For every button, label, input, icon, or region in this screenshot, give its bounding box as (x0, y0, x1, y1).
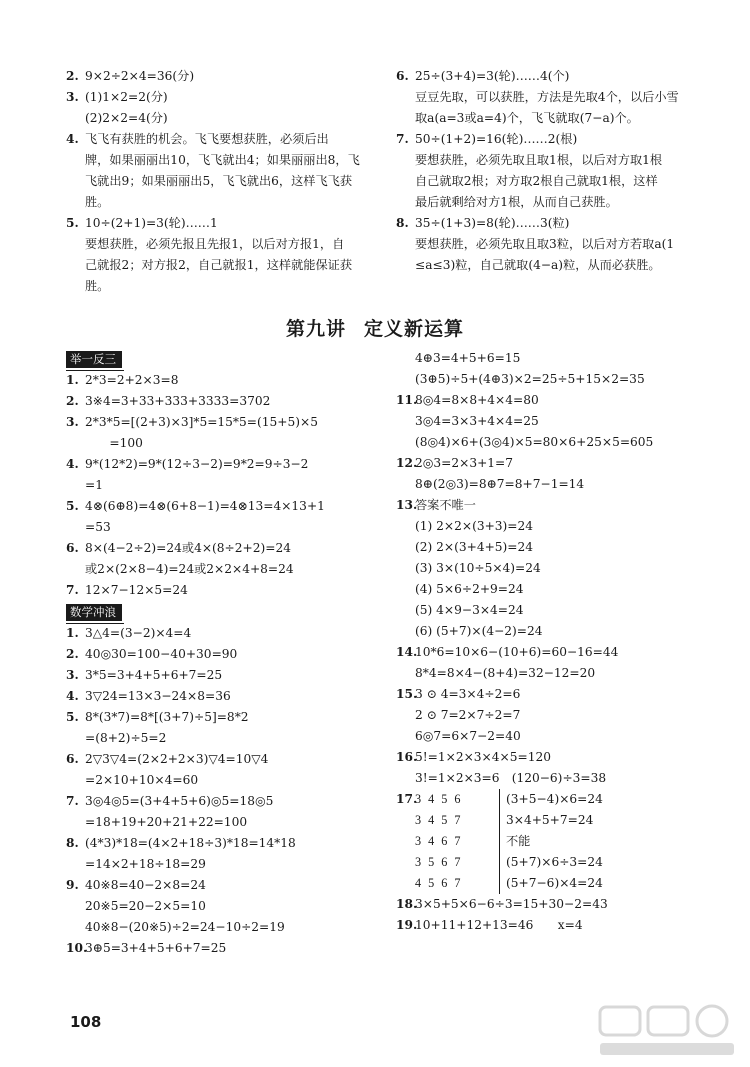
answer-line (396, 171, 716, 192)
answer-line (396, 108, 716, 129)
answer-line (66, 538, 384, 559)
answer-text: (8◎4)×6+(3◎4)×5=80×6+25×5=605 (415, 435, 654, 449)
answer-text: 10*6=10×6−(10+6)=60−16=44 (415, 645, 619, 659)
answer-text: ≤a≤3)粒，自己就取(4−a)粒，从而必获胜。 (415, 258, 661, 272)
answer-item (66, 686, 384, 707)
answer-line (396, 474, 716, 495)
question-number: 3. (66, 668, 79, 682)
answer-line (396, 192, 716, 213)
question-number: 15. (396, 687, 418, 701)
answer-item (66, 580, 384, 601)
question-number: 2. (66, 647, 79, 661)
question-number: 7. (396, 132, 409, 146)
answer-line (66, 276, 384, 297)
answer-text: 25÷(3+4)=3(轮)……4(个) (415, 69, 570, 83)
answer-line (66, 728, 384, 749)
answer-line (66, 192, 384, 213)
question-number: 7. (66, 583, 79, 597)
question-number: 10. (66, 941, 88, 955)
answer-line (66, 812, 384, 833)
answer-item (396, 684, 716, 747)
answer-line (66, 412, 384, 433)
answer-text: 己就报2；对方报2，自己就报1，这样就能保证获 (85, 258, 353, 272)
answer-text: 最后就剩给对方1根，从而自己获胜。 (415, 195, 618, 209)
answer-line (66, 644, 384, 665)
answer-line (396, 369, 716, 390)
answer-line (66, 875, 384, 896)
answer-text: 3!=1×2×3=6 (120−6)÷3=38 (415, 771, 607, 785)
answer-line (66, 770, 384, 791)
answer-line (396, 747, 716, 768)
answer-line (66, 370, 384, 391)
answer-item (66, 707, 384, 749)
q17-digits: 4 5 6 7 (415, 876, 461, 890)
answer-text: (1) 2×2×(3+3)=24 (415, 519, 534, 533)
answer-text: 20※5=20−2×5=10 (85, 899, 206, 913)
answer-text: 9*(12*2)=9*(12÷3−2)=9*2=9÷3−2 (85, 457, 309, 471)
question-number: 17. (396, 792, 418, 806)
answer-text: (2)2×2=4(分) (85, 111, 168, 125)
watermark-logo (592, 1001, 742, 1061)
answer-text: (3) 3×(10÷5×4)=24 (415, 561, 541, 575)
answer-item (396, 213, 716, 276)
answer-text: (3⊕5)÷5+(4⊕3)×2=25÷5+15×2=35 (415, 372, 645, 386)
answer-line (66, 749, 384, 770)
right-answers-b (396, 894, 716, 936)
answer-line (66, 833, 384, 854)
left-column-bottom (66, 348, 384, 959)
answer-text: 10÷(2+1)=3(轮)……1 (85, 216, 218, 230)
chapter-title (0, 314, 750, 341)
answer-item (66, 129, 384, 213)
answer-line (66, 938, 384, 959)
answer-item (66, 213, 384, 297)
answer-text: =53 (85, 520, 111, 534)
answer-text: 答案不唯一 (415, 498, 476, 512)
question-number: 5. (66, 710, 79, 724)
chapter-title-name: 定义新运算 (364, 318, 465, 340)
answer-line (396, 684, 716, 705)
answer-item (66, 454, 384, 496)
q17-expression: 3×4+5+7=24 (506, 813, 594, 827)
answer-text: 50÷(1+2)=16(轮)……2(根) (415, 132, 578, 146)
answer-line (66, 171, 384, 192)
answer-line (66, 255, 384, 276)
question-number: 1. (66, 373, 79, 387)
answer-item (66, 665, 384, 686)
answer-line (66, 665, 384, 686)
answer-text: 或2×(2×8−4)=24或2×2×4+8=24 (85, 562, 294, 576)
q17-row (396, 831, 716, 852)
answer-line (66, 896, 384, 917)
question-number: 3. (66, 415, 79, 429)
question-number: 6. (66, 541, 79, 555)
q17-row (396, 852, 716, 873)
answer-text: 40※8−(20※5)÷2=24−10÷2=19 (85, 920, 285, 934)
page-number: 108 (70, 1013, 102, 1031)
answer-line (396, 87, 716, 108)
answer-item (396, 747, 716, 789)
answer-line (66, 580, 384, 601)
answer-item (66, 644, 384, 665)
answer-text: 自己就取2根；对方取2根自己就取1根，这样 (415, 174, 658, 188)
question-number: 5. (66, 499, 79, 513)
section-label-jyfs: 举一反三 (66, 351, 122, 368)
answer-line (396, 726, 716, 747)
q17-divider (499, 873, 500, 894)
answer-text: 3×5+5×6−6÷3=15+30−2=43 (415, 897, 608, 911)
q17-expression: 不能 (506, 834, 531, 848)
answer-text: 3◎4◎5=(3+4+5+6)◎5=18◎5 (85, 794, 274, 808)
answer-item (396, 453, 716, 495)
answer-text: 飞就出9；如果丽丽出5，飞飞就出6，这样飞飞获 (85, 174, 353, 188)
answer-text: 8*(3*7)=8*[(3+7)÷5]=8*2 (85, 710, 249, 724)
q17-row (396, 810, 716, 831)
answer-line (396, 600, 716, 621)
q17-digits: 3 4 5 6 (415, 792, 461, 806)
answer-line (396, 255, 716, 276)
answer-item (66, 66, 384, 87)
answer-line (66, 129, 384, 150)
question-number: 7. (66, 794, 79, 808)
answer-text: 3◎4=3×3+4×4=25 (415, 414, 539, 428)
answer-line (66, 475, 384, 496)
answer-text: 4⊗(6⊕8)=4⊗(6+8−1)=4⊗13=4×13+1 (85, 499, 325, 513)
answer-item (66, 749, 384, 791)
answer-text: 要想获胜，必须先取且取3粒，以后对方若取a(1 (415, 237, 675, 251)
answer-text: 取a(a=3或a=4)个，飞飞就取(7−a)个。 (415, 111, 639, 125)
section1-answers (66, 370, 384, 601)
answer-item (396, 66, 716, 129)
question-number: 13. (396, 498, 418, 512)
answer-line (66, 213, 384, 234)
answer-line (396, 915, 716, 936)
answer-text: 10+11+12+13=46 x=4 (415, 918, 583, 932)
answer-text: =1 (85, 478, 103, 492)
answer-line (396, 432, 716, 453)
answer-text: 4⊕3=4+5+6=15 (415, 351, 521, 365)
question-number: 1. (66, 626, 79, 640)
q17-digits: 3 4 5 7 (415, 813, 461, 827)
question-number: 4. (66, 689, 79, 703)
answer-text: (6) (5+7)×(4−2)=24 (415, 624, 543, 638)
answer-text: 要想获胜，必须先取且取1根，以后对方取1根 (415, 153, 663, 167)
answer-text: 3※4=3+33+333+3333=3702 (85, 394, 271, 408)
answer-line (66, 707, 384, 728)
answer-line (66, 559, 384, 580)
q17-expression: (3+5−4)×6=24 (506, 792, 603, 806)
answer-item (66, 391, 384, 412)
answer-line (396, 621, 716, 642)
question-number: 4. (66, 457, 79, 471)
question-number: 6. (396, 69, 409, 83)
answer-text: 飞飞有获胜的机会。飞飞要想获胜，必须后出 (85, 132, 329, 146)
answer-line (396, 150, 716, 171)
question-number: 8. (66, 836, 79, 850)
q17-row (396, 873, 716, 894)
answer-line (66, 433, 384, 454)
answer-text: 2 ⊙ 7=2×7÷2=7 (415, 708, 521, 722)
answer-text: 胜。 (85, 279, 110, 293)
answer-item (396, 390, 716, 453)
answer-text: (2) 2×(3+4+5)=24 (415, 540, 534, 554)
answer-item (66, 875, 384, 938)
answer-line (396, 768, 716, 789)
question-number: 12. (396, 456, 418, 470)
answer-item (66, 791, 384, 833)
answer-text: 2*3=2+2×3=8 (85, 373, 179, 387)
answer-line (66, 854, 384, 875)
question-number: 2. (66, 394, 79, 408)
answer-line (66, 496, 384, 517)
answer-text: 2◎3=2×3+1=7 (415, 456, 514, 470)
section-label-sxcl: 数学冲浪 (66, 604, 122, 621)
answer-line (396, 642, 716, 663)
answer-line (396, 453, 716, 474)
answer-line (66, 517, 384, 538)
answer-text: 2▽3▽4=(2×2+2×3)▽4=10▽4 (85, 752, 269, 766)
chapter-title-number: 第九讲 (285, 318, 346, 340)
answer-line (66, 66, 384, 87)
answer-text: 要想获胜，必须先报且先报1，以后对方报1，自 (85, 237, 345, 251)
answer-line (66, 234, 384, 255)
q17-digits: 3 5 6 7 (415, 855, 461, 869)
answer-text: 3▽24=13×3−24×8=36 (85, 689, 231, 703)
answer-text: =(8+2)÷5=2 (85, 731, 167, 745)
answer-line (396, 663, 716, 684)
answer-text: 8◎4=8×8+4×4=80 (415, 393, 539, 407)
question-number: 2. (66, 69, 79, 83)
answer-text: (4*3)*18=(4×2+18÷3)*18=14*18 (85, 836, 296, 850)
answer-text: 8⊕(2◎3)=8⊕7=8+7−1=14 (415, 477, 585, 491)
answer-text: 40※8=40−2×8=24 (85, 878, 206, 892)
answer-line (396, 411, 716, 432)
answer-text: 35÷(1+3)=8(轮)……3(粒) (415, 216, 570, 230)
answer-line (66, 150, 384, 171)
q17-divider (499, 831, 500, 852)
answer-line (66, 686, 384, 707)
answer-text: 牌，如果丽丽出10，飞飞就出4；如果丽丽出8，飞 (85, 153, 360, 167)
answer-item (396, 348, 716, 390)
q17-divider (499, 852, 500, 873)
answer-line (396, 558, 716, 579)
answer-item (66, 623, 384, 644)
answer-text: 3△4=(3−2)×4=4 (85, 626, 192, 640)
q17-divider (499, 789, 500, 810)
right-answers-a (396, 348, 716, 789)
answer-item (66, 833, 384, 875)
q17-digits: 3 4 6 7 (415, 834, 461, 848)
right-column-bottom (396, 348, 716, 936)
answer-item (66, 938, 384, 959)
question-number: 19. (396, 918, 418, 932)
question-number: 14. (396, 645, 418, 659)
question-number: 6. (66, 752, 79, 766)
answer-text: 2*3*5=[(2+3)×3]*5=15*5=(15+5)×5 (85, 415, 318, 429)
answer-line (396, 579, 716, 600)
answer-text: 6◎7=6×7−2=40 (415, 729, 521, 743)
question-number: 3. (66, 90, 79, 104)
answer-line (396, 495, 716, 516)
answer-text: 胜。 (85, 195, 110, 209)
answer-text: 5!=1×2×3×4×5=120 (415, 750, 551, 764)
answer-line (396, 348, 716, 369)
answer-item (396, 915, 716, 936)
answer-text: (4) 5×6÷2+9=24 (415, 582, 524, 596)
question-number: 9. (66, 878, 79, 892)
q17-expression: (5+7)×6÷3=24 (506, 855, 603, 869)
answer-text: =18+19+20+21+22=100 (85, 815, 248, 829)
question-number: 16. (396, 750, 418, 764)
answer-line (396, 516, 716, 537)
answer-line (66, 791, 384, 812)
answer-text: 3 ⊙ 4=3×4÷2=6 (415, 687, 521, 701)
answer-line (66, 454, 384, 475)
answer-line (66, 391, 384, 412)
section2-answers (66, 623, 384, 959)
answer-text: 12×7−12×5=24 (85, 583, 188, 597)
answer-line (396, 213, 716, 234)
answer-item (66, 412, 384, 454)
answer-line (396, 705, 716, 726)
answer-text: 9×2÷2×4=36(分) (85, 69, 195, 83)
left-column-top (66, 66, 384, 297)
question-number: 11. (396, 393, 418, 407)
answer-line (396, 537, 716, 558)
answer-item (396, 894, 716, 915)
q17-row (396, 789, 716, 810)
q17-expression: (5+7−6)×4=24 (506, 876, 603, 890)
right-column-top (396, 66, 716, 276)
answer-line (396, 129, 716, 150)
answer-item (66, 370, 384, 391)
answer-line (396, 234, 716, 255)
answer-line (396, 390, 716, 411)
answer-item (396, 129, 716, 213)
answer-text: 40◎30=100−40+30=90 (85, 647, 238, 661)
answer-item (396, 495, 716, 642)
answer-line (66, 917, 384, 938)
answer-item (66, 538, 384, 580)
answer-line (396, 66, 716, 87)
answer-text: (1)1×2=2(分) (85, 90, 168, 104)
answer-text: (5) 4×9−3×4=24 (415, 603, 524, 617)
answer-text: =100 (85, 436, 143, 450)
answer-text: 8*4=8×4−(8+4)=32−12=20 (415, 666, 596, 680)
answer-line (66, 87, 384, 108)
answer-line (66, 108, 384, 129)
answer-line (66, 623, 384, 644)
answer-text: =14×2+18÷18=29 (85, 857, 206, 871)
answer-item (66, 87, 384, 129)
answer-text: 8×(4−2÷2)=24或4×(8÷2+2)=24 (85, 541, 291, 555)
answer-text: 3*5=3+4+5+6+7=25 (85, 668, 223, 682)
answer-text: =2×10+10×4=60 (85, 773, 199, 787)
question-number: 5. (66, 216, 79, 230)
answer-text: 3⊕5=3+4+5+6+7=25 (85, 941, 227, 955)
answer-item-17 (396, 789, 716, 894)
question-number: 4. (66, 132, 79, 146)
answer-item (396, 642, 716, 684)
q17-divider (499, 810, 500, 831)
answer-line (396, 894, 716, 915)
answer-text: 豆豆先取，可以获胜，方法是先取4个，以后小雪 (415, 90, 679, 104)
question-number: 18. (396, 897, 418, 911)
answer-item (66, 496, 384, 538)
question-number: 8. (396, 216, 409, 230)
